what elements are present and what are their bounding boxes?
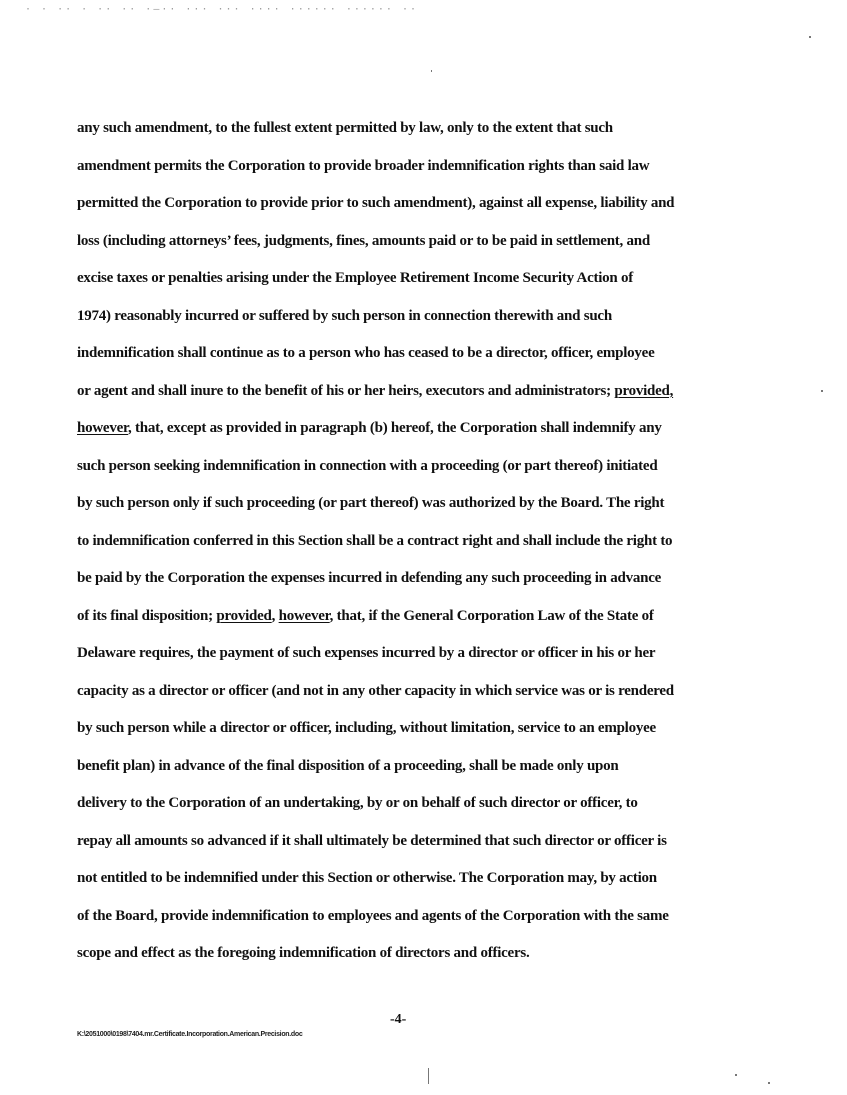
paragraph-line bbox=[77, 152, 727, 190]
line-text: , that, if the General Corporation Law of the State of bbox=[329, 607, 654, 624]
scan-speck bbox=[428, 1068, 429, 1084]
line-text: amendment permits the Corporation to provide broader indemnification rights than said law bbox=[77, 157, 650, 174]
paragraph-line bbox=[77, 864, 727, 902]
line-text: repay all amounts so advanced if it shall ultimately be determined that such director or officer is bbox=[77, 832, 667, 849]
paragraph-body bbox=[77, 114, 727, 977]
line-text: permitted the Corporation to provide prior to such amendment), against all expense, liability and bbox=[77, 195, 675, 211]
paragraph-line bbox=[77, 939, 727, 977]
line-text: capacity as a director or officer (and not in any other capacity in which service was or is rendered bbox=[77, 682, 674, 699]
line-text: not entitled to be indemnified under this Section or otherwise. The Corporation may, by action bbox=[77, 870, 657, 886]
line-text: of the Board, provide indemnification to employees and agents of the Corporation with the same bbox=[77, 907, 669, 924]
line-text: any such amendment, to the fullest extent permitted by law, only to the extent that such bbox=[77, 120, 613, 136]
paragraph-line bbox=[77, 714, 727, 752]
paragraph-line bbox=[77, 677, 727, 715]
paragraph-line bbox=[77, 527, 727, 565]
line-text: to indemnification conferred in this Section shall be a contract right and shall include the right to bbox=[77, 532, 673, 549]
paragraph-line bbox=[77, 302, 727, 340]
line-text: indemnification shall continue as to a person who has ceased to be a director, officer, employee bbox=[77, 345, 655, 361]
line-text: by such person while a director or officer, including, without limitation, service to an employee bbox=[77, 720, 656, 736]
scan-speck bbox=[821, 390, 823, 392]
line-text: or agent and shall inure to the benefit of his or her heirs, executors and administrators; bbox=[77, 382, 615, 399]
underlined-term: however bbox=[278, 607, 330, 624]
line-text: by such person only if such proceeding (or part thereof) was authorized by the Board. The right bbox=[77, 495, 665, 511]
underlined-term: provided bbox=[216, 607, 272, 624]
line-text: loss (including attorneys’ fees, judgments, fines, amounts paid or to be paid in settlement, and bbox=[77, 232, 650, 249]
paragraph-line bbox=[77, 264, 727, 302]
line-text: of its final disposition; bbox=[77, 607, 217, 624]
line-text: excise taxes or penalties arising under the Employee Retirement Income Security Action of bbox=[77, 270, 633, 286]
footer-file-path: K:\2051000\0198\7404.mr.Certificate.Incorporation.American.Precision.doc bbox=[77, 1031, 303, 1038]
line-text: , bbox=[271, 607, 279, 624]
underlined-term: provided, bbox=[614, 382, 674, 399]
paragraph-line bbox=[77, 902, 727, 940]
line-text: scope and effect as the foregoing indemnification of directors and officers. bbox=[77, 945, 530, 961]
line-text: Delaware requires, the payment of such expenses incurred by a director or officer in his or her bbox=[77, 645, 656, 661]
scan-speck bbox=[431, 70, 432, 72]
line-text: be paid by the Corporation the expenses incurred in defending any such proceeding in advance bbox=[77, 570, 662, 586]
paragraph-line bbox=[77, 377, 727, 415]
paragraph-line bbox=[77, 227, 727, 265]
paragraph-line bbox=[77, 564, 727, 602]
paragraph-line bbox=[77, 602, 727, 640]
paragraph-line bbox=[77, 639, 727, 677]
paragraph-line bbox=[77, 114, 727, 152]
line-text: such person seeking indemnification in connection with a proceeding (or part thereof) initiated bbox=[77, 457, 658, 474]
scan-speck bbox=[768, 1082, 770, 1084]
paragraph-line bbox=[77, 789, 727, 827]
line-text: benefit plan) in advance of the final disposition of a proceeding, shall be made only upon bbox=[77, 757, 619, 774]
scan-speck bbox=[735, 1074, 737, 1076]
line-text: , that, except as provided in paragraph (b) hereof, the Corporation shall indemnify any bbox=[128, 420, 662, 436]
line-text: 1974) reasonably incurred or suffered by such person in connection therewith and such bbox=[77, 307, 612, 324]
paragraph-line bbox=[77, 414, 727, 452]
paragraph-line bbox=[77, 189, 727, 227]
paragraph-line bbox=[77, 339, 727, 377]
underlined-term: however bbox=[77, 420, 129, 436]
line-text: delivery to the Corporation of an undertaking, by or on behalf of such director or officer, to bbox=[77, 795, 638, 811]
page-number: -4- bbox=[390, 1012, 407, 1027]
paragraph-line bbox=[77, 827, 727, 865]
paragraph-line bbox=[77, 489, 727, 527]
paragraph-line bbox=[77, 452, 727, 490]
scan-speck bbox=[809, 36, 811, 38]
scan-header-artifact: · · ·· · ·· ·· ·‒·· ··· ··· ···· ······ ······ ·· bbox=[25, 4, 419, 15]
paragraph-line bbox=[77, 752, 727, 790]
